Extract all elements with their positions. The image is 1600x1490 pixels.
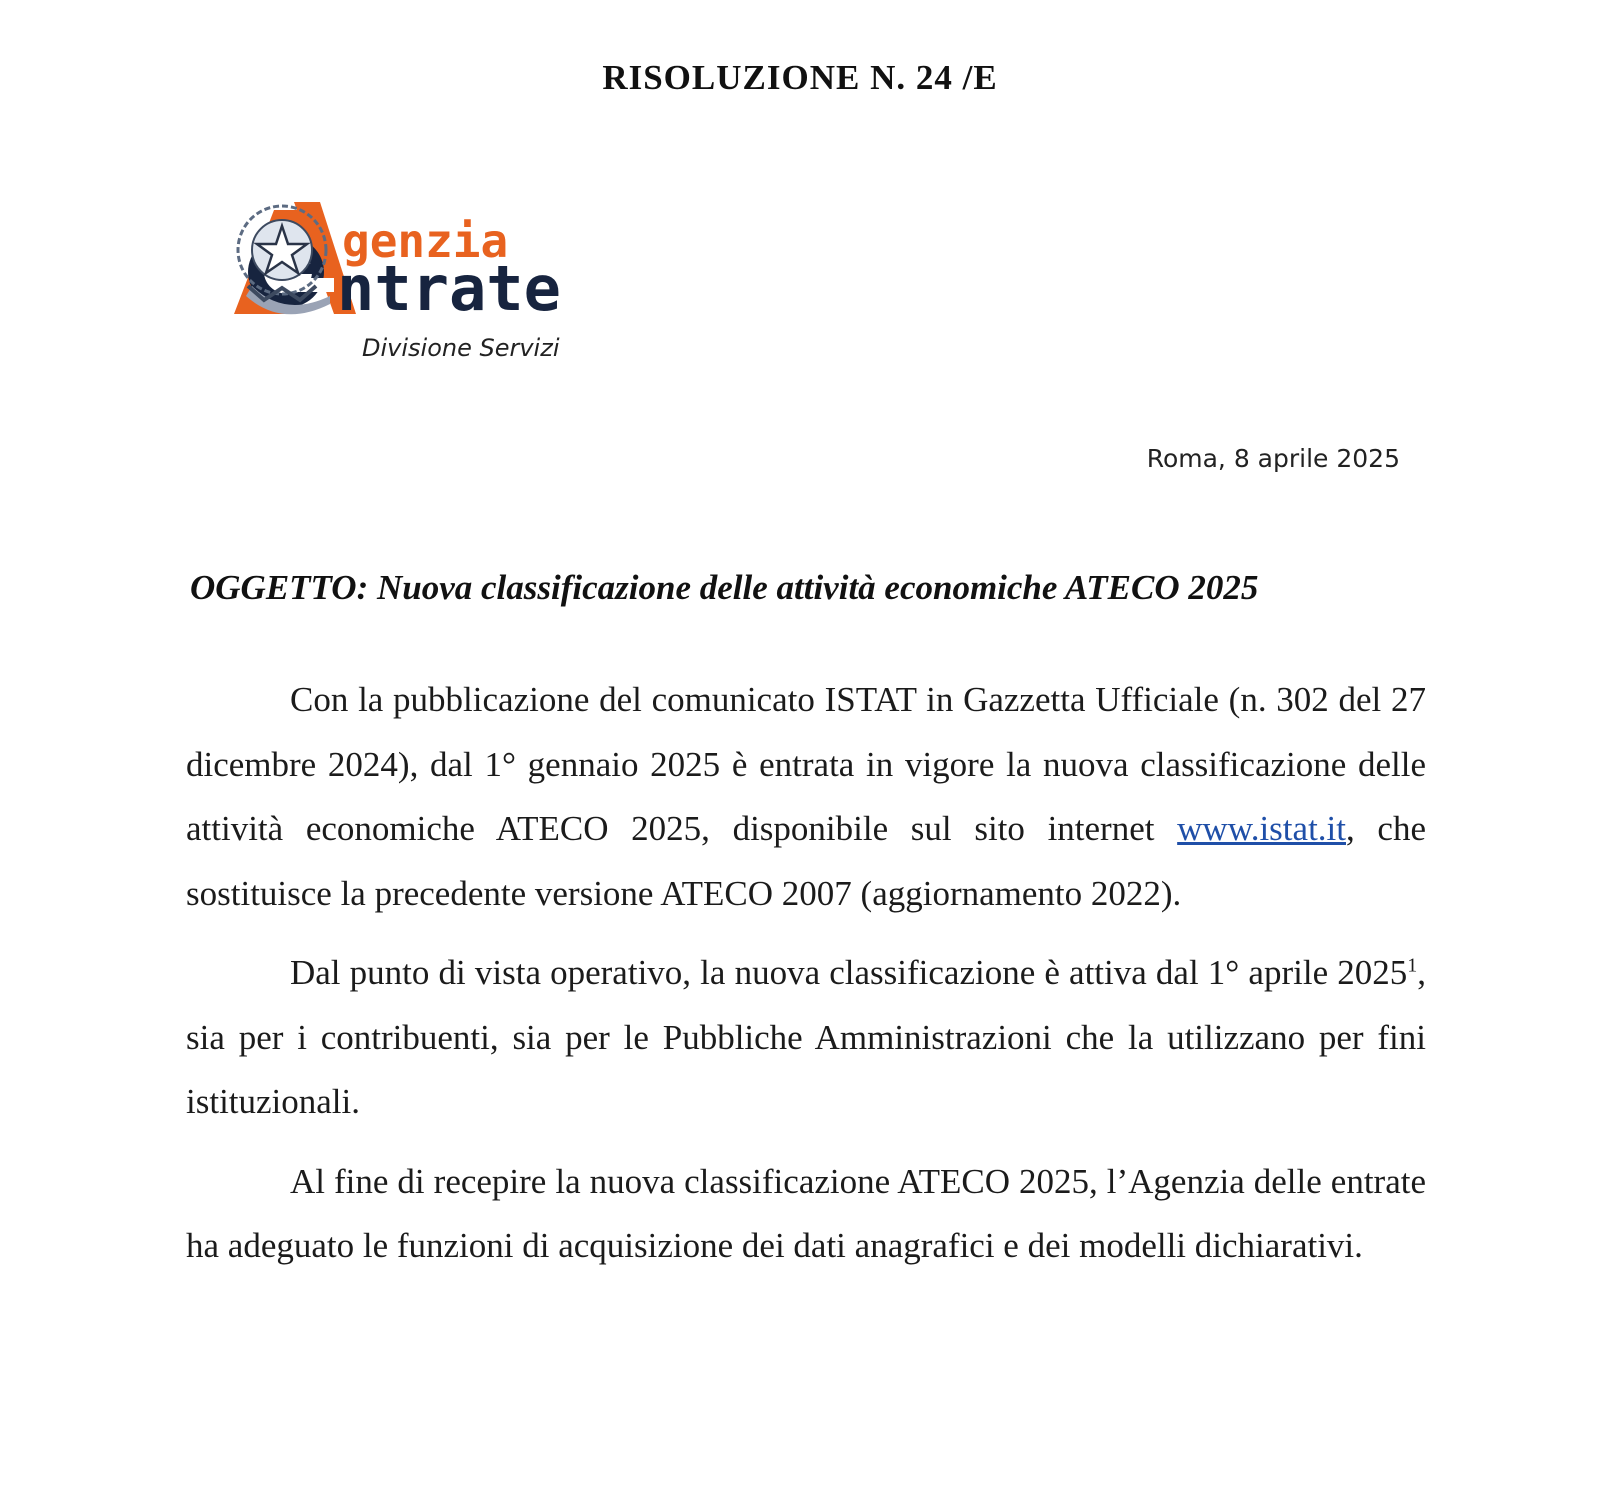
paragraph-2-text-b: , sia per i contribuenti, sia per le Pubbliche Amministrazioni che la utilizzano per fini istituzionali. bbox=[186, 953, 1426, 1121]
paragraph-2-text-a: Dal punto di vista operativo, la nuova classificazione è attiva dal 1° aprile 2025 bbox=[290, 953, 1408, 992]
document-date: Roma, 8 aprile 2025 bbox=[1146, 444, 1400, 473]
paragraph-3: Al fine di recepire la nuova classificazione ATECO 2025, l’Agenzia delle entrate ha adeguato le funzioni di acquisizione dei dati anagrafici e dei modelli dichiarativi. bbox=[186, 1161, 1426, 1265]
paragraph-1-text-b: , che sostituisce la precedente versione ATECO 2007 (aggiornamento 2022). bbox=[186, 809, 1426, 913]
footnote-marker[interactable]: 1 bbox=[1407, 954, 1418, 977]
paragraph-2 bbox=[186, 941, 1426, 1135]
paragraph-1 bbox=[186, 668, 1426, 926]
paragraph-1-text-a: Con la pubblicazione del comunicato ISTAT in Gazzetta Ufficiale (n. 302 del 27 dicembre 2024), dal 1° gennaio 2025 è entrata in vigore la nuova classificazione delle attività economiche ATECO 2025, disponibile sul sito internet bbox=[186, 680, 1426, 848]
document-body bbox=[186, 668, 1426, 1294]
logo-agenzia-text: genzia bbox=[342, 214, 509, 268]
istat-link[interactable]: www.istat.it bbox=[1177, 809, 1346, 848]
logo-division-subtitle: Divisione Servizi bbox=[362, 334, 560, 362]
document-title: RISOLUZIONE N. 24 /E bbox=[602, 58, 998, 97]
logo-entrate-text: ntrate bbox=[337, 252, 561, 325]
italian-republic-emblem-icon bbox=[234, 200, 330, 312]
document-subject: OGGETTO: Nuova classificazione delle attività economiche ATECO 2025 bbox=[190, 568, 1259, 607]
agenzia-entrate-logo bbox=[234, 200, 714, 380]
